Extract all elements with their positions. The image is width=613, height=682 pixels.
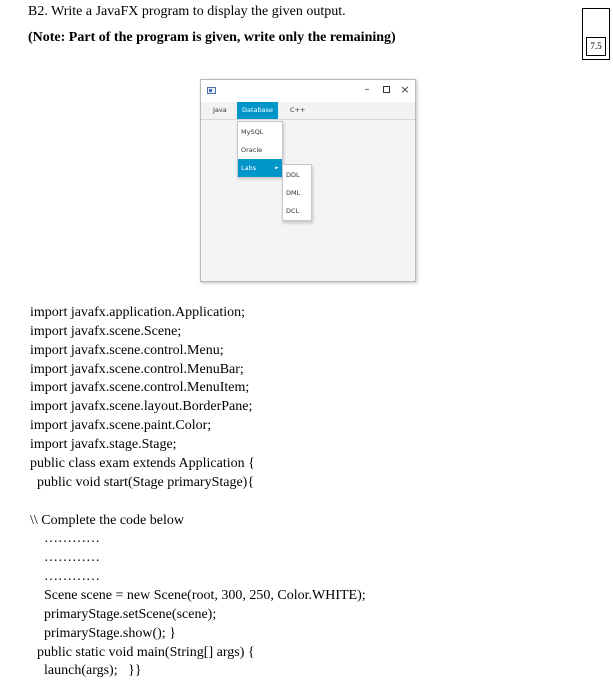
code-line: public static void main(String[] args) {: [30, 645, 255, 660]
labs-submenu: [282, 164, 312, 221]
code-blank: …………: [44, 550, 100, 565]
menubar: [201, 102, 415, 120]
menu-item-labs-label: Labs: [241, 164, 257, 172]
maximize-icon[interactable]: [379, 83, 393, 97]
menu-cpp[interactable]: C++: [290, 106, 306, 114]
code-line: import javafx.scene.paint.Color;: [30, 418, 212, 433]
code-line: import javafx.scene.layout.BorderPane;: [30, 399, 253, 414]
code-line: import javafx.scene.control.MenuBar;: [30, 362, 244, 377]
menu-item-mysql[interactable]: MySQL: [241, 128, 264, 136]
submenu-arrow-icon: ►: [275, 165, 279, 171]
code-line: primaryStage.setScene(scene);: [30, 607, 217, 622]
code-line: import javafx.application.Application;: [30, 305, 245, 320]
minimize-icon[interactable]: –: [364, 84, 370, 95]
code-line: primaryStage.show(); }: [30, 626, 176, 641]
window-titlebar: [201, 80, 415, 102]
code-line: import javafx.stage.Stage;: [30, 437, 177, 452]
marks-box: [582, 8, 610, 60]
app-icon: [207, 87, 216, 94]
code-line: Scene scene = new Scene(root, 300, 250, Color.WHITE);: [30, 588, 366, 603]
menu-item-labs[interactable]: [238, 159, 282, 177]
menu-database[interactable]: Database: [237, 102, 278, 119]
code-comment: \\ Complete the code below: [30, 513, 184, 528]
menu-item-dml[interactable]: DML: [286, 189, 301, 197]
database-dropdown: [237, 121, 283, 177]
code-line: import javafx.scene.control.Menu;: [30, 343, 224, 358]
menu-item-ddl[interactable]: DDL: [286, 171, 300, 179]
menu-java[interactable]: Java: [213, 106, 227, 114]
code-line: public void start(Stage primaryStage){: [30, 475, 255, 490]
code-blank: …………: [44, 569, 100, 584]
close-icon[interactable]: ×: [400, 83, 410, 96]
code-line: launch(args); }}: [30, 663, 142, 678]
question-title: B2. Write a JavaFX program to display the given output.: [28, 4, 346, 19]
code-line: import javafx.scene.control.MenuItem;: [30, 380, 250, 395]
code-line: import javafx.scene.Scene;: [30, 324, 182, 339]
marks-value: 7.5: [586, 37, 606, 56]
code-line: public class exam extends Application {: [30, 456, 255, 471]
question-note: (Note: Part of the program is given, write only the remaining): [28, 30, 396, 45]
code-blank: …………: [44, 531, 100, 546]
javafx-window-screenshot: [200, 79, 416, 282]
menu-item-oracle[interactable]: Oracle: [241, 146, 263, 154]
menu-item-dcl[interactable]: DCL: [286, 207, 300, 215]
